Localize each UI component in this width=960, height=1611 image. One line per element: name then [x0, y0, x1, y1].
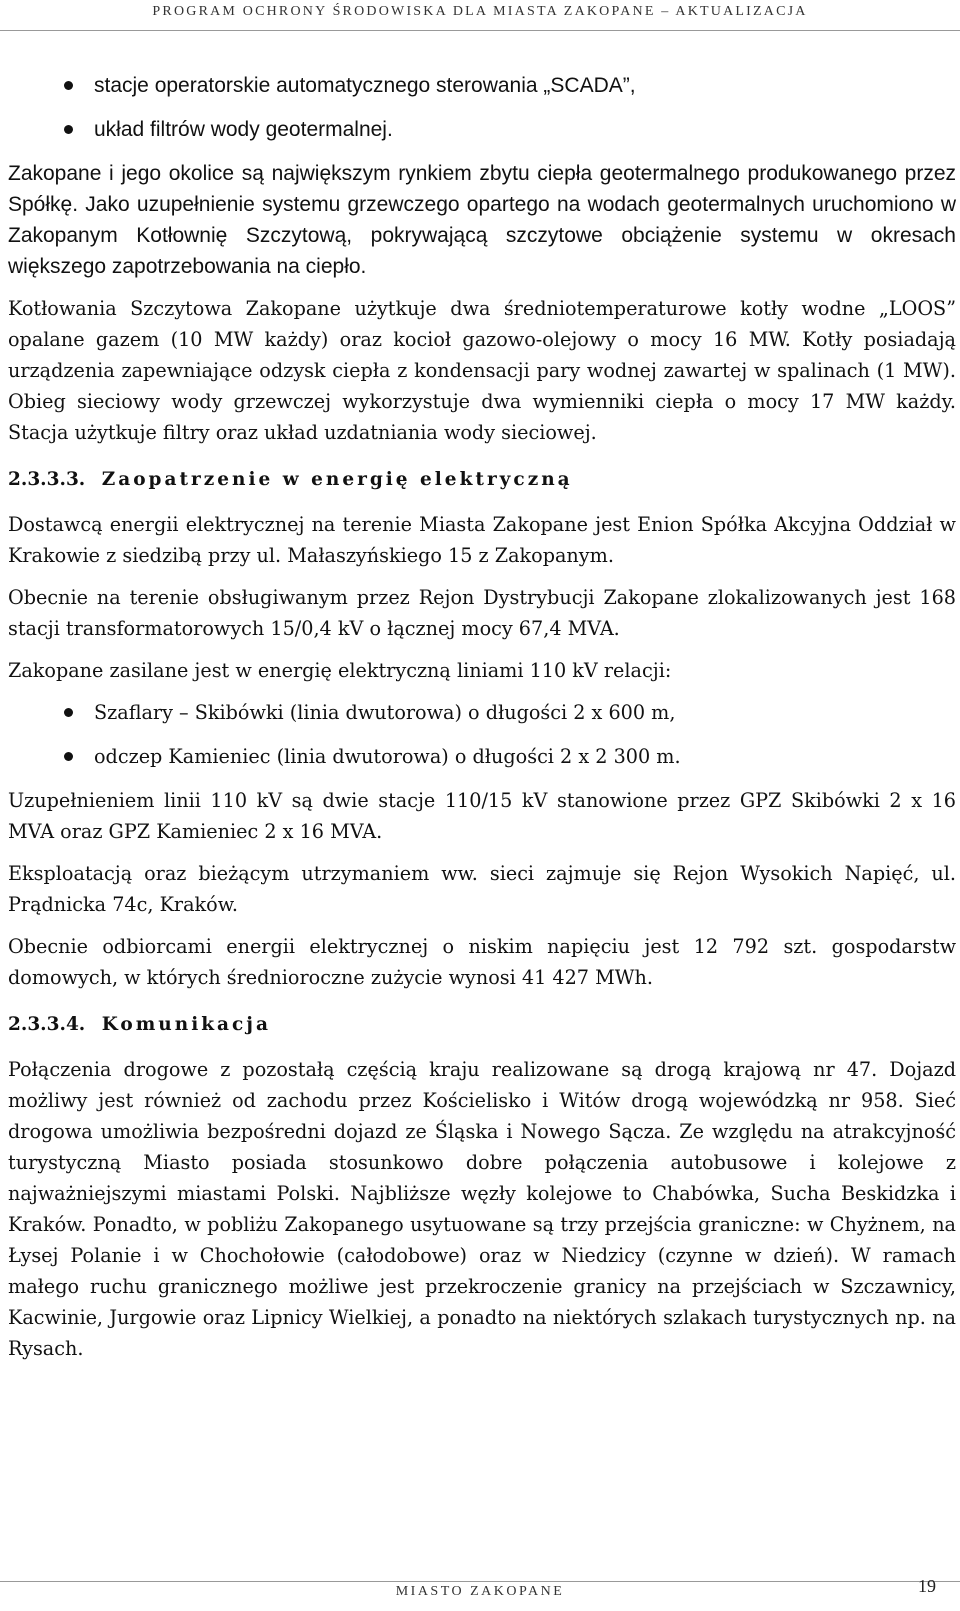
list-item: układ filtrów wody geotermalnej. [8, 114, 956, 145]
section-number: 2.3.3.4. [8, 1014, 86, 1035]
list-item: stacje operatorskie automatycznego sterowania „SCADA”, [8, 70, 956, 101]
bullet-icon [64, 752, 73, 761]
paragraph: Obecnie na terenie obsługiwanym przez Rejon Dystrybucji Zakopane zlokalizowanych jest 168 stacji transformatorowych 15/0,4 kV o łącznej mocy 67,4 MVA. [8, 586, 956, 640]
page-number: 19 [918, 1576, 936, 1596]
bullet-list-lines [8, 697, 956, 772]
section-title: Komunikacja [101, 1014, 271, 1035]
section-heading [8, 464, 956, 495]
paragraph: Połączenia drogowe z pozostałą częścią kraju realizowane są drogą krajową nr 47. Dojazd możliwy jest również od zachodu przez Kościelisko i Witów drogą wojewódzką nr 958. Sieć drogowa umożliwia bezpośredni dojazd ze Śląska i Nowego Sącza. Ze względu na atrakcyjność turystyczną Miasto posiada stosunkowo dobre połączenia autobusowe i kolejowe z najważniejszymi miastami Polski. Najbliższe węzły kolejowe to Chabówka, Sucha Beskidzka i Kraków. Ponadto, w pobliżu Zakopanego usytuowane są trzy przejścia graniczne: w Chyżnem, na Łysej Polanie i w Chochołowie (całodobowe) oraz w Niedzicy (czynne w dzień). W ramach małego ruchu granicznego możliwe jest przekroczenie granicy na przejściach w Szczawnicy, Kacwinie, Jurgowie oraz Lipnicy Wielkiej, a ponadto na niektórych szlakach turystycznych np. na Rysach. [8, 1058, 956, 1360]
section-heading [8, 1009, 956, 1040]
paragraph: Zakopane zasilane jest w energię elektryczną liniami 110 kV relacji: [8, 659, 672, 682]
list-item: Szaflary – Skibówki (linia dwutorowa) o długości 2 x 600 m, [8, 697, 956, 728]
document-body [8, 70, 956, 1375]
paragraph: Zakopane i jego okolice są największym rynkiem zbytu ciepła geotermalnego produkowanego przez Spółkę. Jako uzupełnienie systemu grzewczego opartego na wodach geotermalnych uruchomiono w Zakopanym Kotłownię Szczytową, pokrywającą szczytowe obciążenie systemu w okresach większego zapotrzebowania na ciepło. [8, 162, 956, 278]
bullet-icon [64, 81, 73, 90]
section-title: Zaopatrzenie w energię elektryczną [101, 469, 573, 490]
bullet-icon [64, 125, 73, 134]
bullet-icon [64, 708, 73, 717]
header-divider [0, 30, 960, 31]
list-item: odczep Kamieniec (linia dwutorowa) o długości 2 x 2 300 m. [8, 741, 956, 772]
paragraph: Uzupełnieniem linii 110 kV są dwie stacje 110/15 kV stanowione przez GPZ Skibówki 2 x 16 MVA oraz GPZ Kamieniec 2 x 16 MVA. [8, 789, 956, 843]
section-number: 2.3.3.3. [8, 469, 86, 490]
footer-label: MIASTO ZAKOPANE [395, 1584, 565, 1599]
paragraph: Kotłowania Szczytowa Zakopane użytkuje dwa średniotemperaturowe kotły wodne „LOOS” opalane gazem (10 MW każdy) oraz kocioł gazowo-olejowy o mocy 16 MW. Kotły posiadają urządzenia zapewniające odzysk ciepła z kondensacji pary wodnej zawartej w spalinach (1 MW). Obieg sieciowy wody grzewczej wykorzystuje dwa wymienniki ciepła o mocy 17 MW każdy. Stacja użytkuje filtry oraz układ uzdatniania wody sieciowej. [8, 297, 956, 444]
paragraph: Eksploatacją oraz bieżącym utrzymaniem ww. sieci zajmuje się Rejon Wysokich Napięć, ul. Prądnicka 74c, Kraków. [8, 862, 956, 916]
bullet-list-top [8, 70, 956, 145]
paragraph: Obecnie odbiorcami energii elektrycznej o niskim napięciu jest 12 792 szt. gospodarstw domowych, w których średnioroczne zużycie wynosi 41 427 MWh. [8, 935, 956, 989]
paragraph: Dostawcą energii elektrycznej na terenie Miasta Zakopane jest Enion Spółka Akcyjna Oddział w Krakowie z siedzibą przy ul. Małaszyńskiego 15 z Zakopanym. [8, 513, 956, 567]
running-header: PROGRAM OCHRONY ŚRODOWISKA DLA MIASTA ZAKOPANE – AKTUALIZACJA [152, 4, 808, 19]
footer-divider [0, 1581, 960, 1582]
